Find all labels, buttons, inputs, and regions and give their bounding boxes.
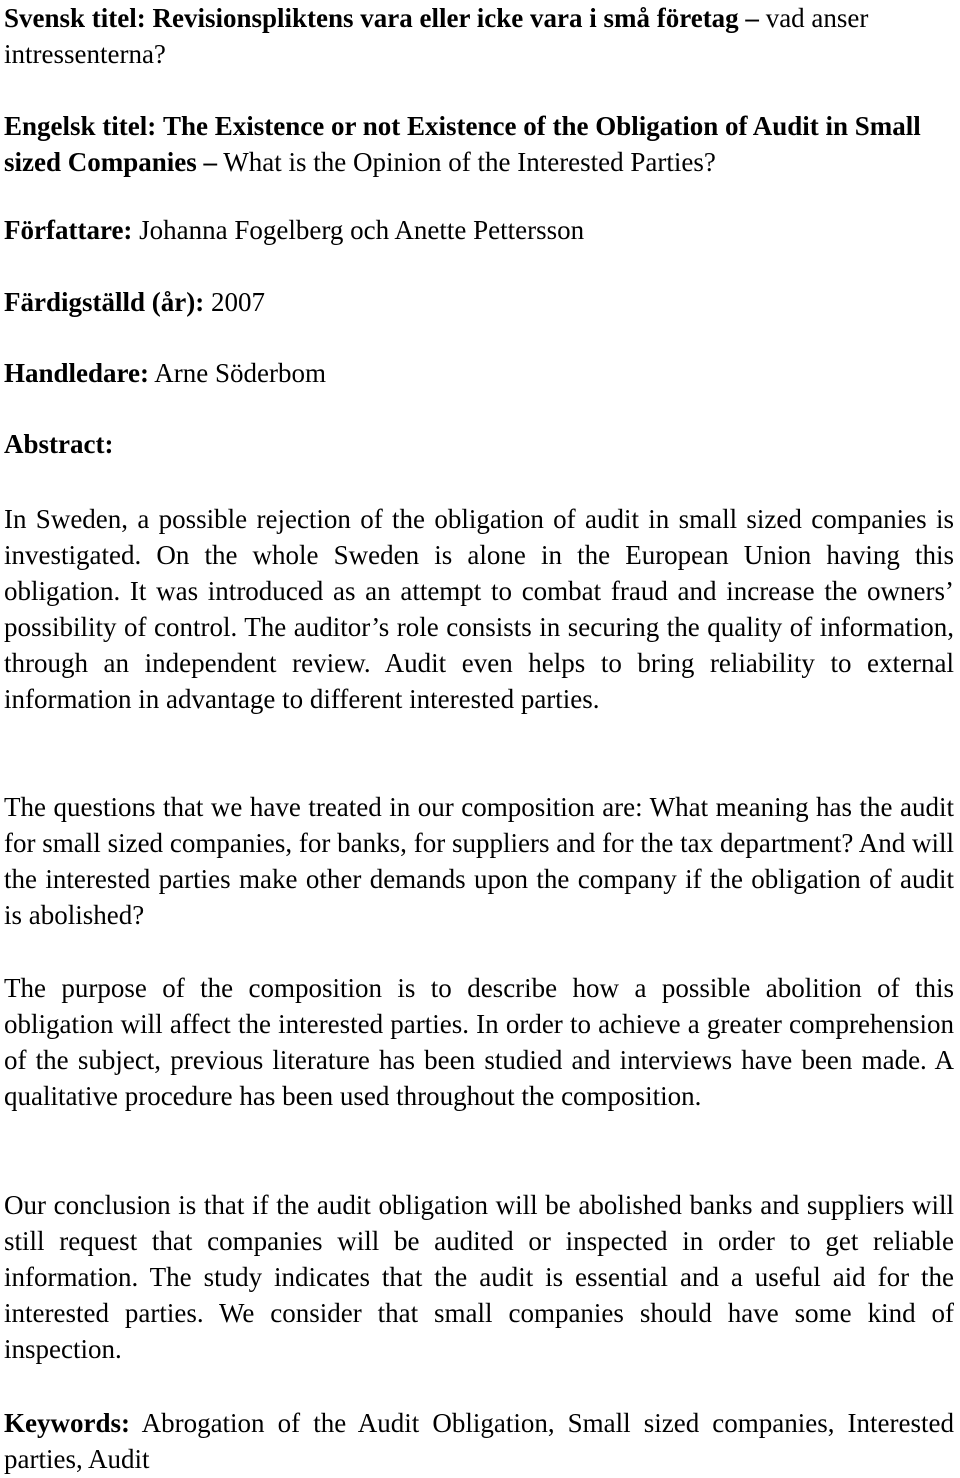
swedish-title-label: Svensk titel: bbox=[4, 3, 146, 33]
keywords-value: Abrogation of the Audit Obligation, Small sized companies, Interested parties, Audit bbox=[4, 1408, 955, 1474]
authors-label: Författare: bbox=[4, 215, 133, 245]
english-title bbox=[4, 108, 954, 180]
english-title-subtitle: What is the Opinion of the Interested Parties? bbox=[217, 147, 716, 177]
abstract-heading: Abstract: bbox=[4, 429, 114, 459]
keywords-line bbox=[4, 1405, 954, 1477]
keywords-label: Keywords: bbox=[4, 1408, 130, 1438]
swedish-title bbox=[4, 0, 954, 72]
english-title-label: Engelsk titel: bbox=[4, 111, 157, 141]
abstract-paragraph-1: In Sweden, a possible rejection of the obligation of audit in small sized companies is investigated. On the whole Sweden is alone in the European Union having this obligation. It was introduced as an attempt to combat fraud and increase the owners’ possibility of control. The auditor’s role consists in securing the quality of information, through an independent review. Audit even helps to bring reliability to external information in advantage to different interested parties. bbox=[4, 504, 954, 714]
supervisor-label: Handledare: bbox=[4, 358, 150, 388]
swedish-title-value: Revisionspliktens vara eller icke vara i små företag – bbox=[152, 3, 759, 33]
swedish-title-subtitle: vad anser intressenterna? bbox=[4, 3, 869, 69]
supervisor-line bbox=[4, 355, 954, 391]
abstract-paragraph-2: The questions that we have treated in our composition are: What meaning has the audit for small sized companies, for banks, for suppliers and for the tax department? And will the interested parties make other demands upon the company if the obligation of audit is abolished? bbox=[4, 792, 954, 930]
year-line bbox=[4, 284, 954, 320]
authors-value: Johanna Fogelberg och Anette Pettersson bbox=[139, 215, 585, 245]
supervisor-value: Arne Söderbom bbox=[154, 358, 326, 388]
abstract-paragraph-4: Our conclusion is that if the audit obligation will be abolished banks and suppliers will still request that companies will be audited or inspected in order to get reliable information. The study indicates that the audit is essential and a useful aid for the interested parties. We consider that small companies should have some kind of inspection. bbox=[4, 1190, 954, 1364]
year-label: Färdigställd (år): bbox=[4, 287, 205, 317]
english-title-value: The Existence or not Existence of the Obligation of Audit in Small sized Companies – bbox=[4, 111, 921, 177]
year-value: 2007 bbox=[210, 287, 265, 317]
abstract-paragraph-3: The purpose of the composition is to describe how a possible abolition of this obligation will affect the interested parties. In order to achieve a greater comprehension of the subject, previous literature has been studied and interviews have been made. A qualitative procedure has been used throughout the composition. bbox=[4, 973, 954, 1111]
authors-line bbox=[4, 212, 954, 248]
